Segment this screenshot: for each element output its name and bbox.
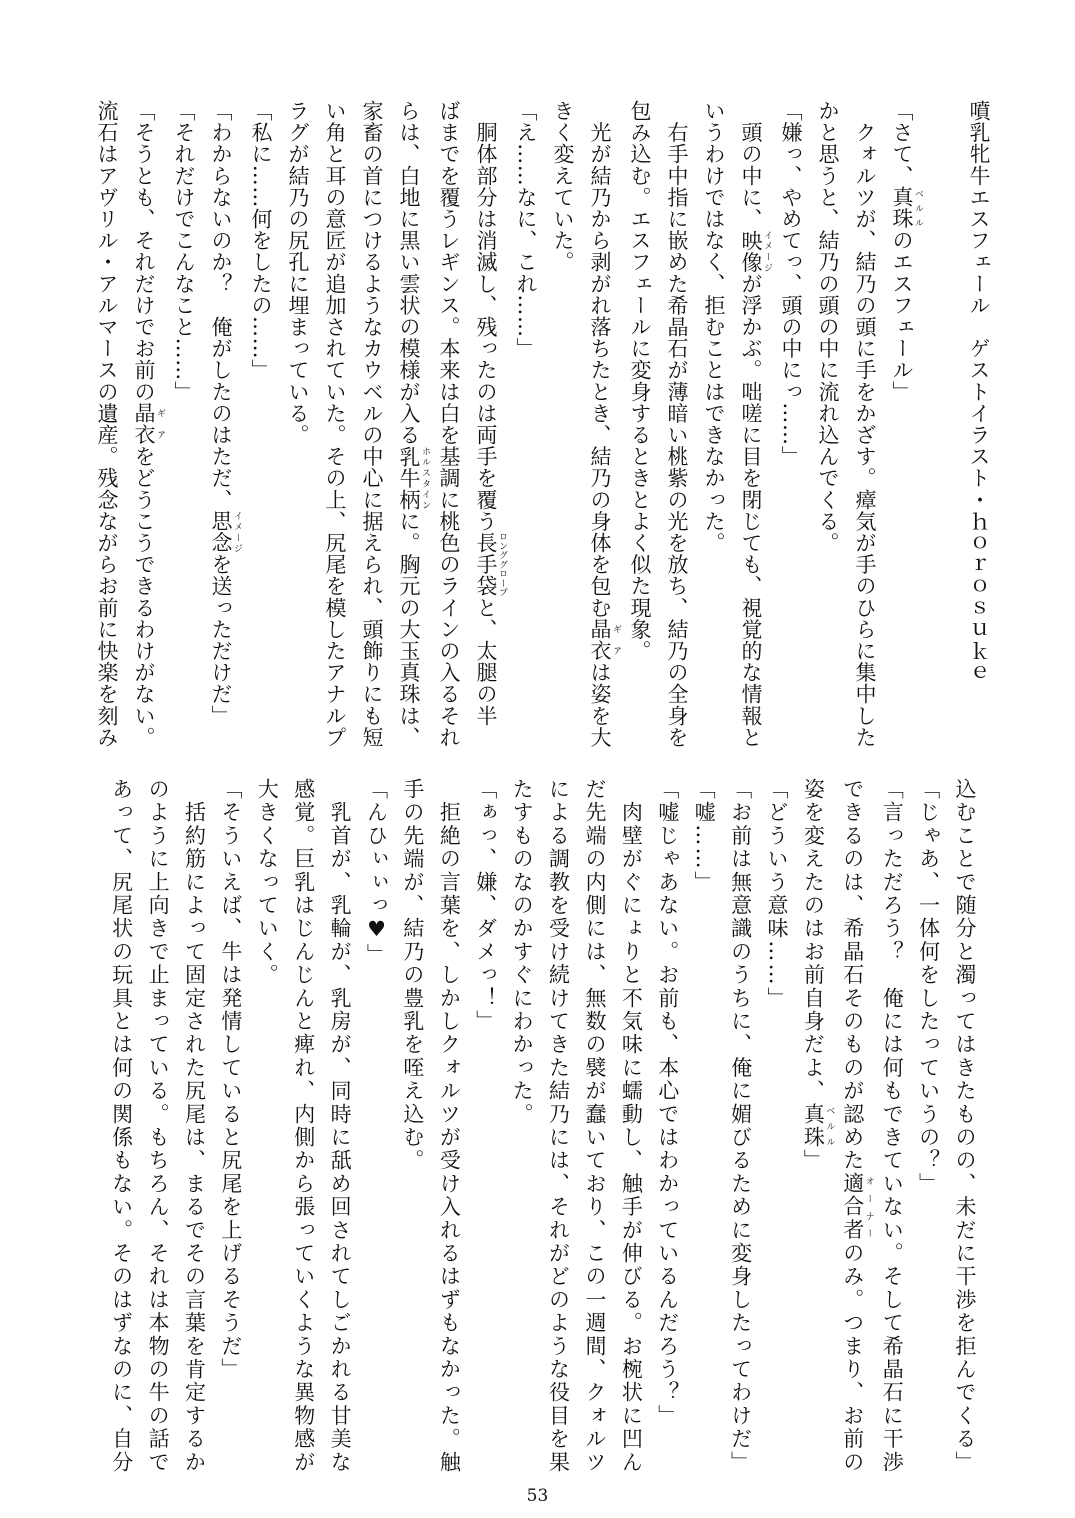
text-segment: 「お前は無意識のうちに、俺に媚びるために変身したってわけだ」 — [728, 778, 753, 1474]
text-line — [686, 778, 722, 1478]
text-line — [613, 778, 649, 1478]
text-line — [923, 100, 960, 750]
text-segment: ラグが結乃の尻孔に埋まっている。 — [286, 100, 310, 446]
text-line — [795, 778, 834, 1478]
text-line — [809, 100, 846, 750]
text-segment: できるのは、希晶石そのものが認めた — [840, 778, 865, 1173]
text-line — [759, 778, 795, 1478]
text-line — [242, 100, 279, 750]
text-segment: 拒絶の言葉を、しかしクォルツが受け入れるはずもなかった。触 — [437, 778, 462, 1474]
text-segment: 大きくなっていく。 — [255, 778, 280, 987]
ruby-text: 長手袋 ロンググローブ — [474, 532, 507, 597]
ruby-reading: イメージ — [232, 510, 242, 554]
text-segment: 「嘘……」 — [692, 778, 717, 894]
text-segment: 「んひぃぃっ♥」 — [364, 778, 389, 967]
text-line — [910, 778, 946, 1478]
text-line — [140, 778, 176, 1478]
text-segment: 光が結乃から剥がれ落ちたとき、結乃の身体を包む — [588, 100, 612, 619]
text-block-lower — [103, 778, 983, 1478]
text-segment: 手の先端が、結乃の豊乳を咥え込む。 — [400, 778, 425, 1173]
text-line — [581, 100, 621, 750]
text-segment: たすものなのかすぐにわかった。 — [510, 778, 535, 1126]
text-line — [322, 778, 358, 1478]
text-line — [947, 778, 983, 1478]
text-segment: を送っただけだ」 — [209, 553, 233, 727]
text-block-upper — [88, 100, 997, 750]
text-line — [649, 778, 685, 1478]
text-line — [695, 100, 732, 750]
text-line — [722, 778, 758, 1478]
text-line — [658, 100, 695, 750]
ruby-reading: ベルル — [913, 186, 923, 230]
ruby-reading: ギア — [155, 402, 165, 446]
text-segment: 「さて、 — [890, 100, 914, 187]
text-segment: 「じゃあ、一体何をしたっていうの？」 — [916, 778, 941, 1196]
text-line — [125, 100, 165, 750]
text-line — [577, 778, 613, 1478]
ruby-text: 晶衣 ギア — [588, 618, 621, 662]
text-line — [390, 100, 430, 750]
text-line — [249, 778, 285, 1478]
text-segment: 肉壁がぐにょりと不気味に蠕動し、触手が伸びる。お椀状に凹ん — [619, 778, 644, 1474]
text-line — [103, 778, 139, 1478]
ruby-text: 思念 イメージ — [209, 510, 242, 554]
text-segment: 右手中指に嵌めた希晶石が薄暗い桃紫の光を放ち、結乃の全身を — [665, 100, 689, 748]
text-line — [212, 778, 248, 1478]
text-segment: 乳首が、乳輪が、乳房が、同時に舐め回されてしごかれる甘美な — [328, 778, 353, 1474]
text-line — [358, 778, 394, 1478]
text-segment: 「ぁっ、嫌、ダメっ！」 — [473, 778, 498, 1034]
text-segment: と、太腿の半 — [474, 596, 498, 727]
text-segment: のエスフェール」 — [890, 229, 914, 403]
text-segment: 流石はアヴリル・アルマースの遺産。残念ながらお前に快楽を刻み — [95, 100, 119, 748]
ruby-reading: ベルル — [824, 1102, 835, 1150]
page-number: 53 — [526, 1486, 549, 1506]
text-line — [285, 778, 321, 1478]
text-segment: 感覚。巨乳はじんじんと痺れ、内側から張っていくような異物感が — [291, 778, 316, 1474]
text-line — [165, 100, 202, 750]
text-segment: のように上向きで止まっている。もちろん、それは本物の牛の話で — [146, 778, 171, 1474]
text-segment: あって、尻尾状の玩具とは何の関係もない。そのはずなのに、自分 — [109, 778, 134, 1474]
ruby-text: 真珠 ベルル — [801, 1102, 835, 1150]
text-segment: による調教を受け続けてきた結乃には、それがどのような役目を果 — [546, 778, 571, 1474]
text-line — [431, 778, 467, 1478]
text-line — [395, 778, 431, 1478]
text-segment: 姿を変えたのはお前自身だよ、 — [801, 778, 826, 1103]
text-segment: 胴体部分は消滅し、残ったのは両手を覆う — [474, 100, 498, 532]
ruby-reading: オーナー — [863, 1172, 874, 1242]
text-line — [846, 100, 883, 750]
ruby-text: 真珠 ベルル — [890, 186, 923, 230]
text-line — [772, 100, 809, 750]
text-segment: に。胸元の大玉真珠は、 — [397, 510, 421, 749]
ruby-reading: イメージ — [762, 229, 772, 273]
text-segment: クォルツが、結乃の頭に手をかざす。瘴気が手のひらに集中した — [853, 100, 877, 748]
text-segment: をどうこうできるわけがない。 — [132, 445, 156, 749]
text-line — [353, 100, 390, 750]
text-segment: らは、白地に黒い雲状の模様が入る — [397, 100, 421, 446]
ruby-reading: ホルスタイン — [420, 445, 430, 511]
text-line — [316, 100, 353, 750]
ruby-reading: ギア — [611, 618, 621, 662]
text-line — [960, 100, 997, 750]
text-line — [834, 778, 873, 1478]
ruby-text: 適合者 オーナー — [840, 1172, 874, 1243]
ruby-text: 晶衣 ギア — [132, 402, 165, 446]
text-line — [540, 778, 576, 1478]
text-line — [88, 100, 125, 750]
text-segment — [930, 100, 954, 122]
text-segment: 頭の中に、 — [739, 100, 763, 230]
text-line — [507, 100, 544, 750]
text-segment: 包み込む。エスフェールに変身するときとよく似た現象。 — [628, 100, 652, 662]
text-segment: きく変えていた。 — [551, 100, 575, 273]
text-segment: のみ。つまり、お前の — [840, 1242, 865, 1475]
text-segment: 「嫌っ、やめてっ、頭の中にっ……」 — [779, 100, 803, 468]
text-line — [430, 100, 467, 750]
text-segment: 「嘘じゃあない。お前も、本心ではわかっているんだろう？」 — [655, 778, 680, 1428]
text-segment: 「え……なに、これ……」 — [514, 100, 538, 360]
text-segment: かと思うと、結乃の頭の中に流れ込んでくる。 — [816, 100, 840, 554]
text-line — [467, 100, 507, 750]
text-line — [732, 100, 772, 750]
text-line — [279, 100, 316, 750]
text-segment: 込むことで随分と濁ってはきたものの、未だに干渉を拒んでくる」 — [953, 778, 977, 1474]
ruby-reading: ロンググローブ — [497, 532, 507, 597]
text-segment: 「言っただろう？ 俺には何もできていない。そして希晶石に干渉 — [880, 778, 905, 1474]
text-line — [883, 100, 923, 750]
text-segment: 「そういえば、牛は発情していると尻尾を上げるそうだ」 — [218, 778, 243, 1382]
text-line — [544, 100, 581, 750]
text-line — [176, 778, 212, 1478]
text-segment: 噴乳牝牛エスフェール ゲストイラスト・ｈｏｒｏｓｕｋｅ — [967, 100, 991, 684]
text-segment: は姿を大 — [588, 661, 612, 749]
text-segment: 「どういう意味……」 — [764, 778, 789, 1010]
text-segment: 「わからないのか？ 俺がしたのはただ、 — [209, 100, 233, 511]
text-segment: 「それだけでこんなこと……」 — [172, 100, 196, 403]
ruby-text: 乳牛柄 ホルスタイン — [397, 445, 430, 511]
text-segment: 括約筋によって固定された尻尾は、まるでその言葉を肯定するか — [182, 778, 207, 1474]
text-line — [202, 100, 242, 750]
text-line — [621, 100, 658, 750]
text-segment: 家畜の首につけるようなカウベルの中心に据えられ、頭飾りにも短 — [360, 100, 384, 748]
text-segment: が浮かぶ。咄嗟に目を閉じても、視覚的な情報と — [739, 272, 763, 749]
text-segment: 」 — [801, 1149, 826, 1173]
text-line — [874, 778, 910, 1478]
text-segment: い角と耳の意匠が追加されていた。その上、尻尾を模したアナルプ — [323, 100, 347, 748]
text-line — [504, 778, 540, 1478]
text-segment: 「私に……何をしたの……」 — [249, 100, 273, 381]
text-segment: いうわけではなく、拒むことはできなかった。 — [702, 100, 726, 554]
ruby-text: 映像 イメージ — [739, 229, 772, 273]
text-segment: 「そうとも、それだけでお前の — [132, 100, 156, 403]
text-line — [467, 778, 503, 1478]
text-segment: ばまでを覆うレギンス。本来は白を基調に桃色のラインの入るそれ — [437, 100, 461, 748]
text-segment: だ先端の内側には、無数の襞が蠢いており、この一週間、クォルツ — [582, 778, 607, 1474]
